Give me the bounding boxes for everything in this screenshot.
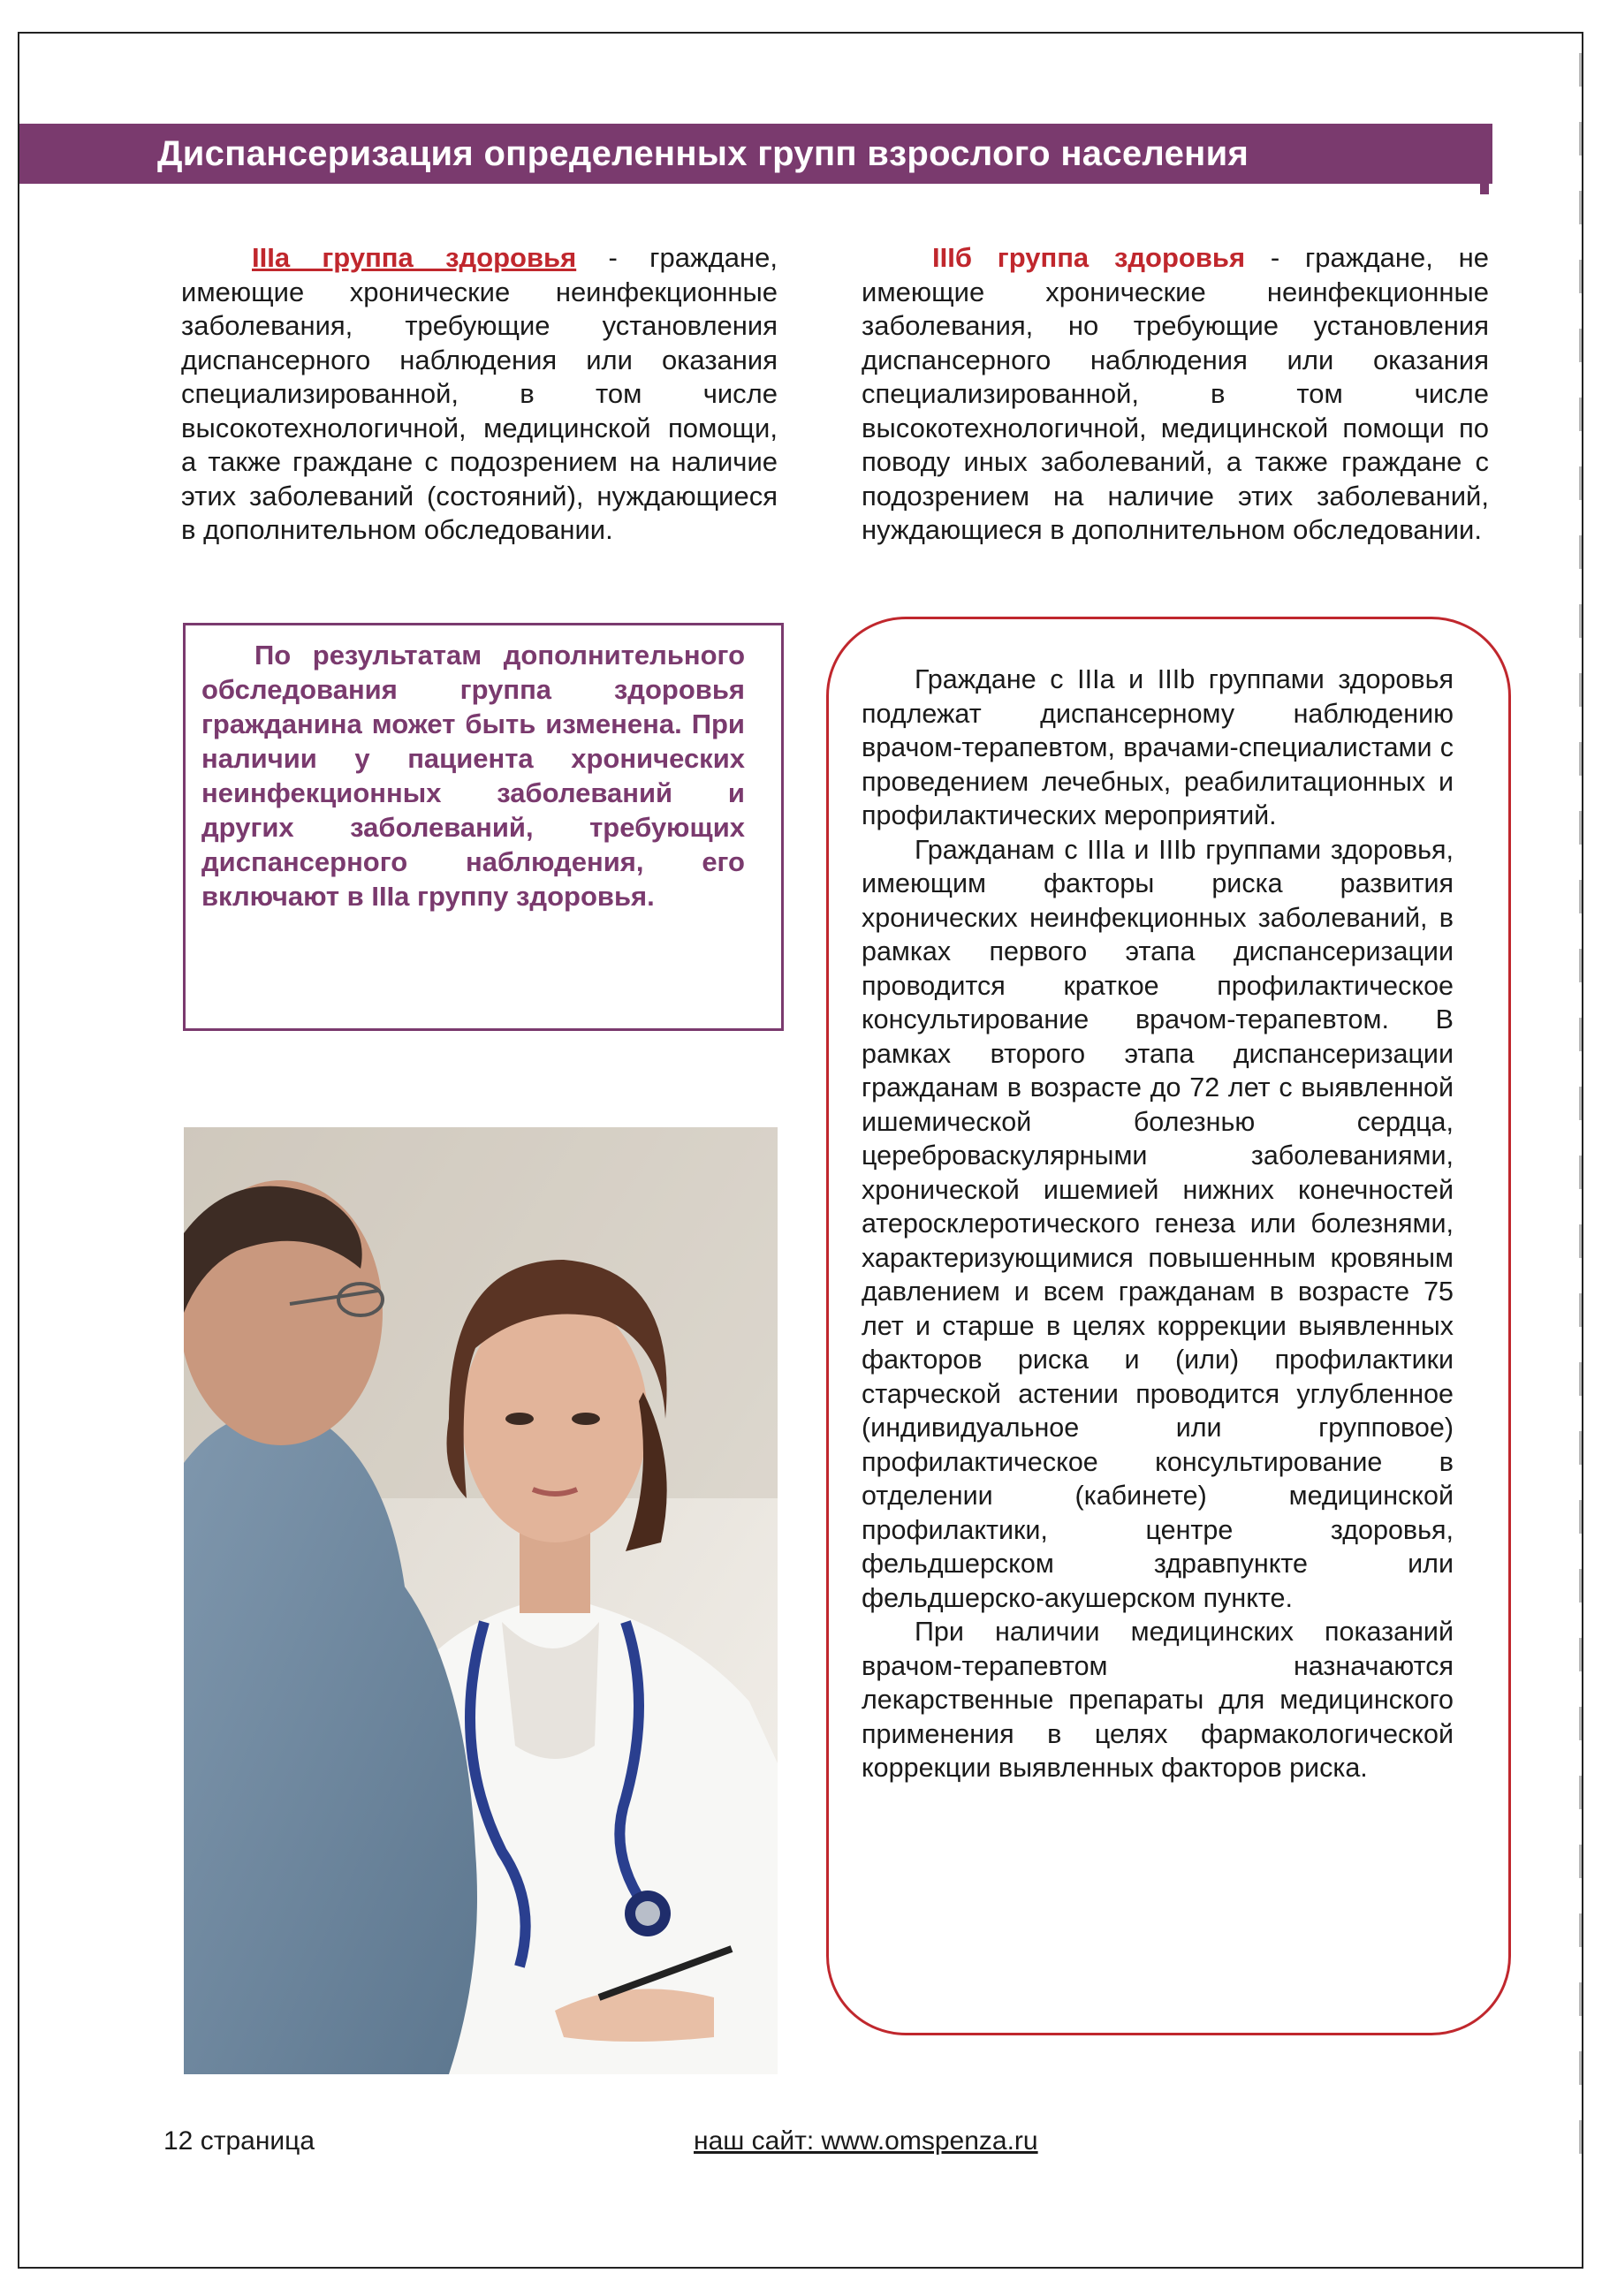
page-number: 12 страница bbox=[163, 2126, 315, 2156]
info-box-paragraph: По результатам дополнительного обследования группа здоровья гражданина может быть изменена. При наличии у пациента хронических неинфекционных заболеваний и других заболеваний, требующих диспансерного наблюдения, его включают в IIIа группу здоровья. bbox=[201, 640, 745, 912]
rounded-box-paragraph-3: При наличии медицинских показаний врачом-терапевтом назначаются лекарственные препараты для медицинского применения в целях фармакологической коррекции выявленных факторов риска. bbox=[862, 1617, 1454, 1783]
group-3a-term: IIIа группа здоровья bbox=[252, 242, 577, 273]
header-accent bbox=[1480, 124, 1489, 194]
doctor-patient-photo bbox=[184, 1127, 778, 2074]
left-column bbox=[181, 241, 778, 548]
group-3a-description: - граждане, имеющие хронические неинфекционные заболевания, требующие установления диспансерного наблюдения или оказания специализированной, в том числе высокотехнологичной, медицинской помощи, а также граждане с подозрением на наличие этих заболеваний (состояний), нуждающиеся в дополнительном обследовании. bbox=[181, 242, 778, 545]
info-box-text bbox=[201, 638, 745, 913]
right-paragraph bbox=[862, 241, 1489, 548]
dashed-cut-line bbox=[1579, 53, 1582, 2173]
group-3b-description: - граждане, не имеющие хронические неинфекционные заболевания, но требующие установления диспансерного наблюдения или оказания специализированной, в том числе высокотехнологичной, медицинской помощи по поводу иных заболеваний, а также граждане с подозрением на наличие этих заболеваний, нуждающиеся в дополнительном обследовании. bbox=[862, 242, 1489, 545]
right-column bbox=[862, 241, 1489, 548]
rounded-box-paragraph-1: Граждане с IIIa и IIIb группами здоровья подлежат диспансерному наблюдению врачом-терапевтом, врачами-специалистами с проведением лечебных, реабилитационных и профилактических мероприятий. bbox=[862, 664, 1454, 830]
left-paragraph bbox=[181, 241, 778, 548]
rounded-box-text bbox=[862, 663, 1454, 1785]
rounded-box-paragraph-2: Гражданам с IIIa и IIIb группами здоровья, имеющим факторы риска развития хронических неинфекционных заболеваний, в рамках первого этапа диспансеризации проводится краткое профилактическое консультирование врачом-терапевтом. В рамках второго этапа диспансеризации гражданам в возрасте до 72 лет с выявленной ишемической болезнью сердца, цереброваскулярными заболеваниями, хронической ишемией нижних конечностей атеросклеротического генеза или болезнями, характеризующимися повышенным кровяным давлением и всем гражданам в возрасте 75 лет и старше в целях коррекции выявленных факторов риска и (или) профилактики старческой астении проводится углубленное (индивидуальное или групповое) профилактическое консультирование в отделении (кабинете) медицинской профилактики, центре здоровья, фельдшерском здравпункте или фельдшерско-акушерском пункте. bbox=[862, 834, 1454, 1613]
site-link[interactable]: наш сайт: www.omspenza.ru bbox=[694, 2126, 1038, 2156]
group-3b-term: IIIб группа здоровья bbox=[932, 242, 1246, 273]
page-title: Диспансеризация определенных групп взрослого населения bbox=[157, 134, 1249, 173]
